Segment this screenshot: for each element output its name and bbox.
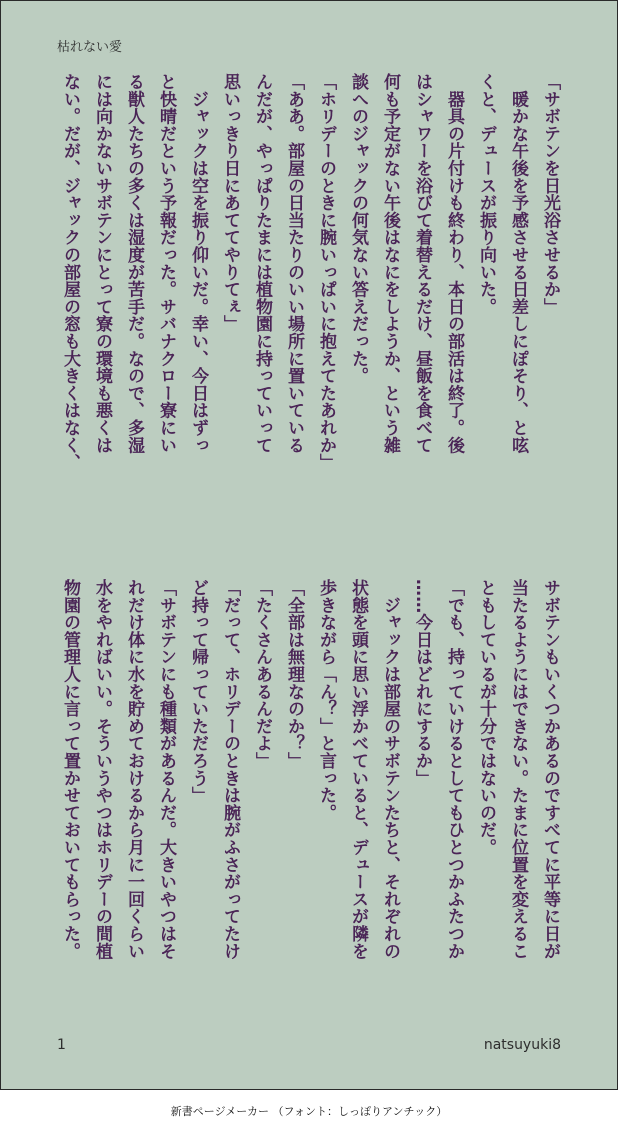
text-block-bottom: [46, 579, 566, 1009]
text-line: 「ああ。部屋の日当たりのいい場所に置いている: [284, 73, 304, 454]
text-line: 歩きながら「ん？」と言った。: [316, 579, 336, 822]
text-line: と快晴だという予報だった。サバナクロー寮にい: [156, 73, 176, 454]
text-line: 水をやればいい。そういうやつはホリデーの間植: [92, 579, 112, 960]
text-line: 状態を頭に思い浮かべていると、デュースが隣を: [348, 579, 368, 960]
text-line: 「全部は無理なのか？」: [284, 579, 304, 770]
text-line: 「たくさんあるんだよ」: [252, 579, 272, 770]
text-line: る獣人たちの多くは湿度が苦手だ。なので、多湿: [124, 73, 144, 454]
page-number: 1: [57, 1037, 66, 1053]
text-line: 「ホリデーのときに腕いっぱいに抱えてたあれか」: [316, 73, 336, 471]
generator-caption: 新書ページメーカー （フォント：しっぽりアンチック）: [170, 1105, 448, 1118]
text-line: ……今日はどれにするか」: [412, 579, 432, 787]
text-line: サボテンもいくつかあるのですべてに平等に日が: [540, 579, 560, 960]
text-line: 「だって、ホリデーのときは腕がふさがってたけ: [220, 579, 240, 960]
text-line: 談へのジャックの何気ない答えだった。: [348, 73, 368, 385]
text-line: 「でも、持っていけるとしてもひとつかふたつか: [444, 579, 464, 960]
text-line: 「サボテンを日光浴させるか」: [540, 73, 560, 316]
text-line: はシャワーを浴びて着替えるだけ、昼飯を食べて: [412, 73, 432, 454]
text-line: ジャックは部屋のサボテンたちと、それぞれの: [380, 579, 400, 960]
text-line: 物園の管理人に言って置かせておいてもらった。: [60, 579, 80, 960]
text-line: 器具の片付けも終わり、本日の部活は終了。後: [444, 73, 464, 454]
text-block-top: [46, 73, 566, 533]
text-line: れだけ体に水を貯めておけるから月に一回くらい: [124, 579, 144, 960]
text-line: ジャックは空を振り仰いだ。幸い、今日はずっ: [188, 73, 208, 454]
text-line: んだが、やっぱりたまには植物園に持っていって: [252, 73, 272, 454]
text-line: 何も予定がない午後はなにをしようか、という雑: [380, 73, 400, 454]
text-line: ともしているが十分ではないのだ。: [476, 579, 496, 856]
text-line: には向かないサボテンにとって寮の環境も悪くは: [92, 73, 112, 454]
text-line: ない。だが、ジャックの部屋の窓も大きくはなく、: [60, 73, 80, 471]
text-line: くと、デュースが振り向いた。: [476, 73, 496, 316]
text-line: 「サボテンにも種類があるんだ。大きいやつはそ: [156, 579, 176, 960]
text-line: ど持って帰っていただろう」: [188, 579, 208, 804]
text-line: 思いっきり日にあててやりてぇ」: [220, 73, 240, 333]
page-title: 枯れない愛: [57, 40, 123, 55]
author-name: natsuyuki8: [483, 1037, 561, 1053]
text-line: 暖かな午後を予感させる日差しにぽそり、と呟: [508, 73, 528, 454]
text-line: 当たるようにはできない。たまに位置を変えるこ: [508, 579, 528, 960]
